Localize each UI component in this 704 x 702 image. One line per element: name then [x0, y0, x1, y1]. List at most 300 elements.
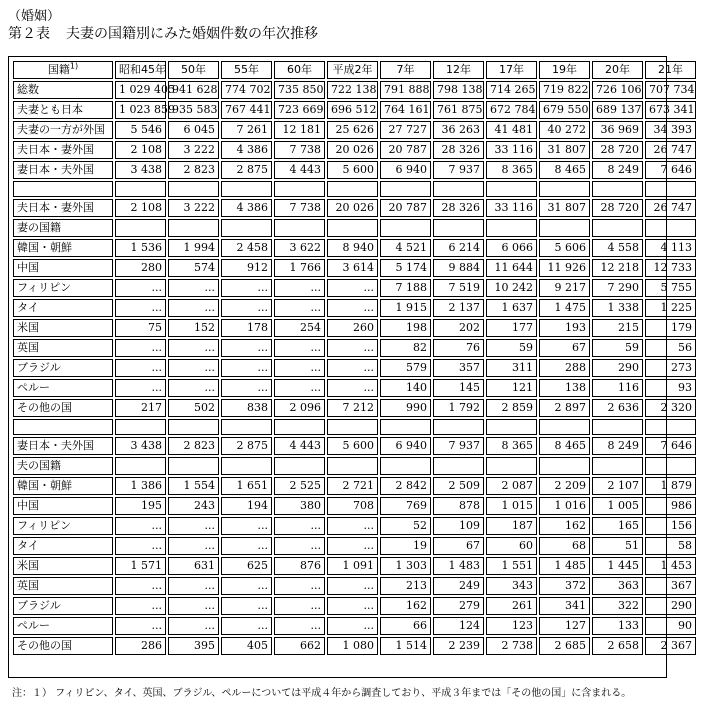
table-cell: 1 386 — [115, 477, 166, 495]
table-cell: 59 — [486, 339, 537, 357]
table-cell: 1 485 — [539, 557, 590, 575]
table-cell: 260 — [327, 319, 378, 337]
row-label: 夫の国籍 — [13, 457, 113, 475]
table-cell — [645, 181, 696, 197]
table-cell: 5 546 — [115, 121, 166, 139]
table-cell: 31 807 — [539, 199, 590, 217]
table-cell: 67 — [539, 339, 590, 357]
table-cell: 124 — [433, 617, 484, 635]
table-row — [13, 557, 696, 575]
table-body — [13, 81, 696, 655]
table-cell: ... — [221, 617, 272, 635]
table-cell: 1 225 — [645, 299, 696, 317]
table-cell: 764 161 — [380, 101, 431, 119]
table-cell — [221, 419, 272, 435]
table-cell: 2 823 — [168, 161, 219, 179]
table-cell: 59 — [592, 339, 643, 357]
table-cell: 8 249 — [592, 437, 643, 455]
table-cell: 76 — [433, 339, 484, 357]
table-cell: 7 290 — [592, 279, 643, 297]
table-cell: 41 481 — [486, 121, 537, 139]
table-cell: 1 879 — [645, 477, 696, 495]
table-cell: 4 558 — [592, 239, 643, 257]
table-cell — [380, 457, 431, 475]
table-cell: ... — [274, 359, 325, 377]
table-cell — [327, 219, 378, 237]
table-cell: 707 734 — [645, 81, 696, 99]
table-cell — [433, 181, 484, 197]
year-header: 12年 — [433, 61, 484, 79]
row-label: タイ — [13, 537, 113, 555]
table-cell: 1 453 — [645, 557, 696, 575]
table-row — [13, 537, 696, 555]
table-cell: ... — [274, 577, 325, 595]
table-cell — [486, 457, 537, 475]
table-cell: 8 249 — [592, 161, 643, 179]
table-cell: 31 807 — [539, 141, 590, 159]
table-cell — [221, 219, 272, 237]
table-cell: ... — [274, 379, 325, 397]
table-cell: 3 622 — [274, 239, 325, 257]
table-title — [8, 23, 318, 43]
table-cell — [645, 457, 696, 475]
table-cell: 696 512 — [327, 101, 378, 119]
table-cell: 363 — [592, 577, 643, 595]
table-row — [13, 379, 696, 397]
table-cell: 217 — [115, 399, 166, 417]
table-cell: 56 — [645, 339, 696, 357]
table-cell: 4 521 — [380, 239, 431, 257]
table-cell: 26 747 — [645, 199, 696, 217]
table-cell — [327, 457, 378, 475]
table-cell — [168, 219, 219, 237]
row-label: ペルー — [13, 617, 113, 635]
table-row — [13, 259, 696, 277]
row-label: 米国 — [13, 557, 113, 575]
table-cell: 876 — [274, 557, 325, 575]
table-cell: ... — [221, 379, 272, 397]
table-cell: 9 884 — [433, 259, 484, 277]
row-label: 妻日本・夫外国 — [13, 437, 113, 455]
table-cell: ... — [115, 517, 166, 535]
table-cell: 767 441 — [221, 101, 272, 119]
table-cell: 722 138 — [327, 81, 378, 99]
year-header: 19年 — [539, 61, 590, 79]
table-cell: ... — [115, 577, 166, 595]
table-cell: 2 525 — [274, 477, 325, 495]
row-label: フィリピン — [13, 517, 113, 535]
table-cell: 4 386 — [221, 141, 272, 159]
table-cell — [168, 419, 219, 435]
table-cell: 27 727 — [380, 121, 431, 139]
table-cell — [645, 219, 696, 237]
table-cell: 178 — [221, 319, 272, 337]
table-cell: 51 — [592, 537, 643, 555]
table-cell — [327, 419, 378, 435]
table-cell — [486, 181, 537, 197]
table-cell: 7 937 — [433, 161, 484, 179]
table-cell: 1 536 — [115, 239, 166, 257]
table-cell: 195 — [115, 497, 166, 515]
table-cell: 2 320 — [645, 399, 696, 417]
table-cell: 7 646 — [645, 437, 696, 455]
table-cell: 367 — [645, 577, 696, 595]
table-cell: 5 606 — [539, 239, 590, 257]
table-cell: ... — [168, 617, 219, 635]
table-cell: 58 — [645, 537, 696, 555]
table-cell: ... — [168, 379, 219, 397]
table-cell: 1 338 — [592, 299, 643, 317]
table-cell: 405 — [221, 637, 272, 655]
table-cell: 1 023 859 — [115, 101, 166, 119]
table-cell: 20 026 — [327, 141, 378, 159]
table-cell: ... — [327, 617, 378, 635]
table-cell: 2 897 — [539, 399, 590, 417]
table-cell: 838 — [221, 399, 272, 417]
row-label: タイ — [13, 299, 113, 317]
table-cell — [221, 181, 272, 197]
table-cell: 7 646 — [645, 161, 696, 179]
table-cell: ... — [274, 517, 325, 535]
table-cell: 288 — [539, 359, 590, 377]
table-cell: 156 — [645, 517, 696, 535]
table-cell — [486, 419, 537, 435]
row-label — [13, 419, 113, 435]
table-cell: 90 — [645, 617, 696, 635]
table-cell — [274, 219, 325, 237]
table-cell: 3 614 — [327, 259, 378, 277]
table-cell: 2 658 — [592, 637, 643, 655]
table-cell: 249 — [433, 577, 484, 595]
table-cell: 28 326 — [433, 199, 484, 217]
table-cell: 380 — [274, 497, 325, 515]
row-label: その他の国 — [13, 637, 113, 655]
table-cell: 28 720 — [592, 199, 643, 217]
row-label: 妻日本・夫外国 — [13, 161, 113, 179]
table-cell: 723 669 — [274, 101, 325, 119]
table-row — [13, 597, 696, 615]
year-header: 50年 — [168, 61, 219, 79]
table-cell — [592, 419, 643, 435]
table-cell: 40 272 — [539, 121, 590, 139]
table-cell: 34 393 — [645, 121, 696, 139]
table-cell: 273 — [645, 359, 696, 377]
table-cell: 2 859 — [486, 399, 537, 417]
table-cell: ... — [327, 299, 378, 317]
table-cell: 372 — [539, 577, 590, 595]
table-cell: 11 644 — [486, 259, 537, 277]
table-cell: 2 239 — [433, 637, 484, 655]
table-cell: 7 738 — [274, 199, 325, 217]
table-cell: ... — [221, 359, 272, 377]
table-cell: 33 116 — [486, 141, 537, 159]
table-cell — [592, 181, 643, 197]
table-cell: ... — [168, 339, 219, 357]
table-row — [13, 101, 696, 119]
table-cell: 986 — [645, 497, 696, 515]
table-cell: 3 438 — [115, 161, 166, 179]
row-label: 英国 — [13, 339, 113, 357]
table-cell: ... — [221, 597, 272, 615]
table-cell: ... — [168, 279, 219, 297]
table-cell: 2 875 — [221, 437, 272, 455]
row-label: ペルー — [13, 379, 113, 397]
table-cell: 761 875 — [433, 101, 484, 119]
table-cell: 28 326 — [433, 141, 484, 159]
table-cell: 3 222 — [168, 199, 219, 217]
table-cell: ... — [115, 279, 166, 297]
table-cell: 4 113 — [645, 239, 696, 257]
table-cell: 2 087 — [486, 477, 537, 495]
table-cell: 52 — [380, 517, 431, 535]
row-label: 夫日本・妻外国 — [13, 199, 113, 217]
table-cell: ... — [168, 537, 219, 555]
table-row — [13, 457, 696, 475]
table-row — [13, 339, 696, 357]
table-cell — [645, 419, 696, 435]
year-header: 7年 — [380, 61, 431, 79]
table-cell — [168, 457, 219, 475]
table-number: 第２表 — [8, 26, 50, 42]
table-cell: 162 — [539, 517, 590, 535]
table-row — [13, 577, 696, 595]
row-label — [13, 181, 113, 197]
table-cell: 12 218 — [592, 259, 643, 277]
table-cell: ... — [221, 279, 272, 297]
table-cell — [486, 219, 537, 237]
table-cell — [539, 419, 590, 435]
table-cell — [115, 419, 166, 435]
table-cell: 735 850 — [274, 81, 325, 99]
table-cell: 311 — [486, 359, 537, 377]
table-cell: 7 519 — [433, 279, 484, 297]
table-cell — [433, 419, 484, 435]
table-cell: 357 — [433, 359, 484, 377]
table-cell: 179 — [645, 319, 696, 337]
table-cell: ... — [221, 299, 272, 317]
table-cell: 1 080 — [327, 637, 378, 655]
table-cell: 123 — [486, 617, 537, 635]
table-cell: 1 016 — [539, 497, 590, 515]
table-cell: 1 792 — [433, 399, 484, 417]
year-header: 55年 — [221, 61, 272, 79]
table-cell: 990 — [380, 399, 431, 417]
table-row — [13, 419, 696, 435]
table-cell: 187 — [486, 517, 537, 535]
year-header: 60年 — [274, 61, 325, 79]
table-cell: 261 — [486, 597, 537, 615]
table-row — [13, 497, 696, 515]
table-cell: 343 — [486, 577, 537, 595]
table-cell: 290 — [645, 597, 696, 615]
table-cell: 26 747 — [645, 141, 696, 159]
table-cell: ... — [115, 597, 166, 615]
table-cell: 1 994 — [168, 239, 219, 257]
table-cell: 1 554 — [168, 477, 219, 495]
table-cell: ... — [327, 597, 378, 615]
table-cell: 4 443 — [274, 437, 325, 455]
table-cell: ... — [221, 537, 272, 555]
table-cell: ... — [274, 597, 325, 615]
table-cell: ... — [274, 537, 325, 555]
table-cell: 20 026 — [327, 199, 378, 217]
table-cell: 1 303 — [380, 557, 431, 575]
row-label: 夫妻の一方が外国 — [13, 121, 113, 139]
table-cell: 1 915 — [380, 299, 431, 317]
table-cell: 7 261 — [221, 121, 272, 139]
table-cell: 672 784 — [486, 101, 537, 119]
table-cell: 202 — [433, 319, 484, 337]
table-cell — [539, 219, 590, 237]
table-cell: ... — [221, 577, 272, 595]
table-cell: 67 — [433, 537, 484, 555]
table-cell: 625 — [221, 557, 272, 575]
table-cell: 109 — [433, 517, 484, 535]
table-cell: 36 263 — [433, 121, 484, 139]
table-cell: 33 116 — [486, 199, 537, 217]
table-cell: 941 628 — [168, 81, 219, 99]
table-row — [13, 359, 696, 377]
table-cell: 2 209 — [539, 477, 590, 495]
table-cell: 9 217 — [539, 279, 590, 297]
row-label: 妻の国籍 — [13, 219, 113, 237]
table-cell: 243 — [168, 497, 219, 515]
table-cell — [221, 457, 272, 475]
table-cell: 2 738 — [486, 637, 537, 655]
table-cell — [115, 181, 166, 197]
section-category: （婚姻） — [8, 9, 61, 24]
table-cell: 198 — [380, 319, 431, 337]
table-cell: ... — [115, 617, 166, 635]
table-cell: 162 — [380, 597, 431, 615]
table-cell: 719 822 — [539, 81, 590, 99]
table-cell: 579 — [380, 359, 431, 377]
table-cell: ... — [327, 537, 378, 555]
table-cell: 912 — [221, 259, 272, 277]
table-cell: 4 443 — [274, 161, 325, 179]
corner-footnote-mark: 1) — [69, 61, 79, 71]
table-cell: 673 341 — [645, 101, 696, 119]
table-cell: 5 174 — [380, 259, 431, 277]
year-header: 17年 — [486, 61, 537, 79]
table-cell: 7 212 — [327, 399, 378, 417]
table-cell: 215 — [592, 319, 643, 337]
table-cell — [274, 457, 325, 475]
table-cell: ... — [327, 379, 378, 397]
table-cell: 689 137 — [592, 101, 643, 119]
table-cell: 6 940 — [380, 437, 431, 455]
table-cell: ... — [115, 359, 166, 377]
table-row — [13, 319, 696, 337]
table-row — [13, 279, 696, 297]
marriage-table — [11, 59, 698, 657]
year-header: 平成2年 — [327, 61, 378, 79]
table-row — [13, 517, 696, 535]
table-cell: 2 137 — [433, 299, 484, 317]
table-row — [13, 399, 696, 417]
table-cell: 1 091 — [327, 557, 378, 575]
table-cell: 28 720 — [592, 141, 643, 159]
table-cell — [274, 181, 325, 197]
row-label: ブラジル — [13, 359, 113, 377]
table-cell: 116 — [592, 379, 643, 397]
year-header: 昭和45年 — [115, 61, 166, 79]
table-cell: 631 — [168, 557, 219, 575]
table-cell: 6 066 — [486, 239, 537, 257]
table-cell: 1 445 — [592, 557, 643, 575]
table-cell: 177 — [486, 319, 537, 337]
table-cell: 6 940 — [380, 161, 431, 179]
table-cell: 11 926 — [539, 259, 590, 277]
table-cell: 2 367 — [645, 637, 696, 655]
table-cell: 5 600 — [327, 161, 378, 179]
row-label: フィリピン — [13, 279, 113, 297]
table-cell: 798 138 — [433, 81, 484, 99]
header-row — [13, 61, 696, 79]
table-cell — [539, 457, 590, 475]
table-cell: 121 — [486, 379, 537, 397]
table-cell: ... — [327, 279, 378, 297]
year-header: 20年 — [592, 61, 643, 79]
table-row — [13, 299, 696, 317]
table-cell — [592, 457, 643, 475]
table-cell: 341 — [539, 597, 590, 615]
table-cell: ... — [327, 359, 378, 377]
table-cell: 1 651 — [221, 477, 272, 495]
row-label: 中国 — [13, 259, 113, 277]
table-cell — [115, 219, 166, 237]
table-cell: 10 242 — [486, 279, 537, 297]
table-cell: 12 181 — [274, 121, 325, 139]
table-cell: 19 — [380, 537, 431, 555]
row-label: 韓国・朝鮮 — [13, 477, 113, 495]
table-cell: 662 — [274, 637, 325, 655]
table-cell: ... — [115, 339, 166, 357]
table-cell: 2 108 — [115, 141, 166, 159]
table-cell: 878 — [433, 497, 484, 515]
table-cell: 726 106 — [592, 81, 643, 99]
row-label: 中国 — [13, 497, 113, 515]
table-cell: 1 015 — [486, 497, 537, 515]
table-cell — [380, 419, 431, 435]
table-cell: 8 465 — [539, 161, 590, 179]
year-header: 21年 — [645, 61, 696, 79]
table-cell — [327, 181, 378, 197]
table-cell: 1 514 — [380, 637, 431, 655]
table-cell: 1 475 — [539, 299, 590, 317]
table-cell — [274, 419, 325, 435]
table-cell: 322 — [592, 597, 643, 615]
table-cell: 1 766 — [274, 259, 325, 277]
table-cell: 93 — [645, 379, 696, 397]
table-cell: 2 842 — [380, 477, 431, 495]
table-cell — [380, 181, 431, 197]
row-label: ブラジル — [13, 597, 113, 615]
table-cell: ... — [274, 617, 325, 635]
table-cell: ... — [221, 517, 272, 535]
table-cell: ... — [327, 517, 378, 535]
table-cell: ... — [168, 597, 219, 615]
table-cell: 254 — [274, 319, 325, 337]
table-cell: 935 583 — [168, 101, 219, 119]
row-label: 総数 — [13, 81, 113, 99]
table-cell: 1 005 — [592, 497, 643, 515]
table-cell: 279 — [433, 597, 484, 615]
table-cell: 145 — [433, 379, 484, 397]
table-cell: 6 045 — [168, 121, 219, 139]
table-cell: 286 — [115, 637, 166, 655]
table-row — [13, 161, 696, 179]
